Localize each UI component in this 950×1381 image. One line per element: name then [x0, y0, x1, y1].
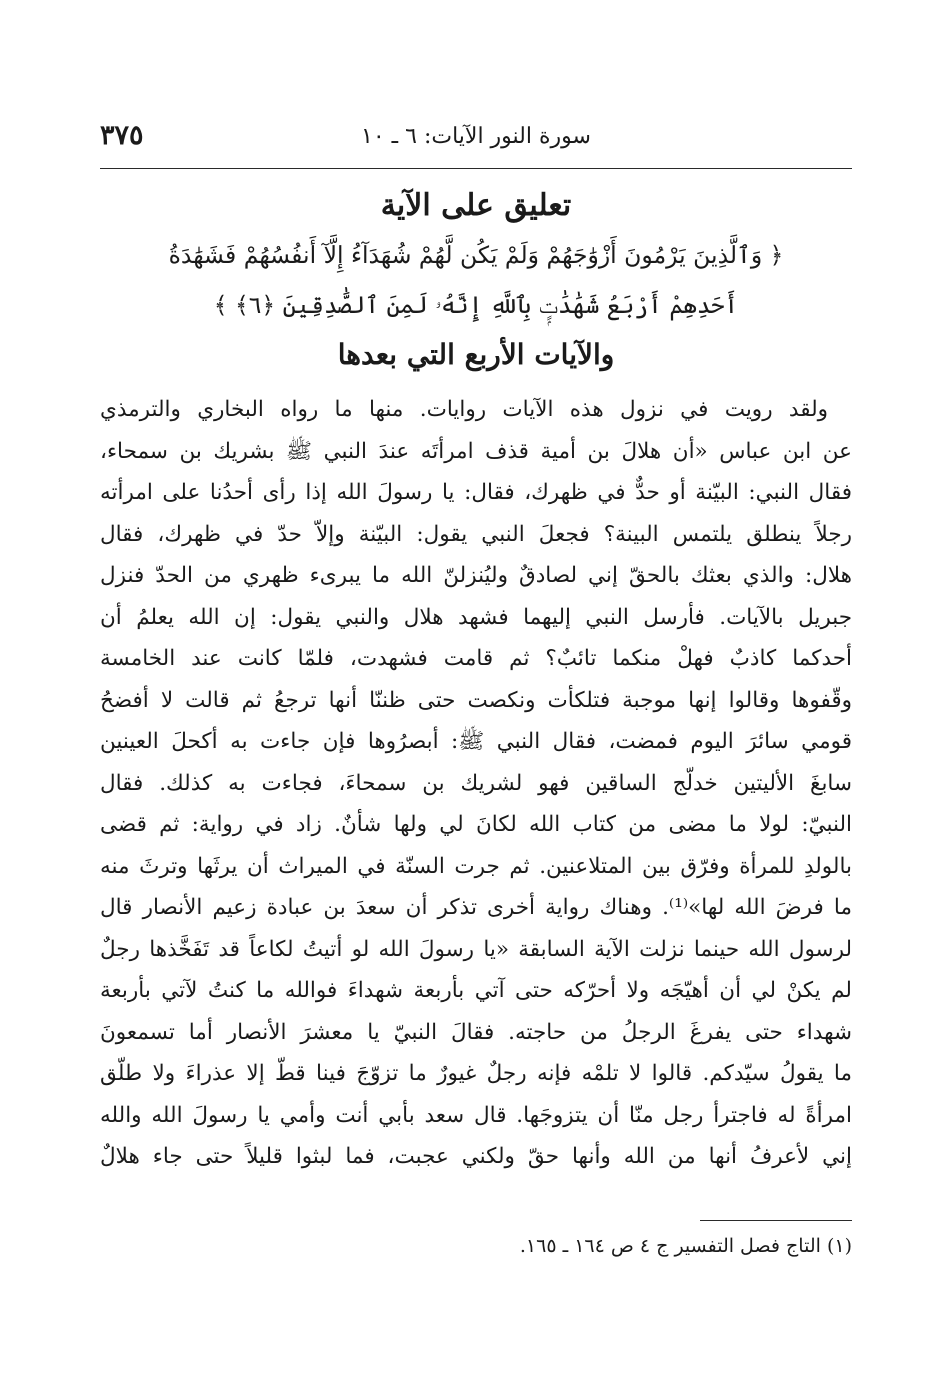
section-title: تعليق على الآية	[380, 188, 572, 223]
page-number: ٣٧٥	[100, 120, 144, 151]
text-line: قومي سائرَ اليوم فمضت، فقال النبي ﷺ: أبصرُوها فإن جاءت به أكحلَ العينين	[100, 729, 852, 754]
text-line: فقال النبي: البيّنة أو حدٌّ في ظهرك، فقال: يا رسولَ الله إذا رأى أحدُنا على امرأته	[100, 480, 852, 505]
section-subtitle: والآيات الأربع التي بعدها	[337, 338, 615, 371]
text-line: النبيّ: لولا ما مضى من كتاب الله لكانَ لي ولها شأنٌ. زاد في رواية: ثم قضى	[100, 812, 852, 837]
verse-line: ﴿ وَٱلَّذِينَ يَرْمُونَ أَزْوَٰجَهُمْ وَلَمْ يَكُن لَّهُمْ شُهَدَآءُ إِلَّآ أَنفُسُهُمْ فَشَهَٰدَةُ	[168, 241, 784, 269]
text-line: إني لأعرفُ أنها من الله وأنها حقّ ولكني عجبت، فما لبثوا قليلاً حتى جاء هلالٌ	[100, 1144, 852, 1169]
text-line: سابغَ الأليتين خدلّج الساقين فهو لشريك بن سمحاءَ، فجاءت به كذلك. فقال	[100, 770, 852, 796]
running-head: سورة النور الآيات: ٦ ـ ١٠	[361, 124, 591, 149]
text-line: ما فرضَ الله لها»⁽¹⁾. وهناك رواية أخرى تذكر أن سعدَ بن عبادة زعيم الأنصار قال	[100, 895, 852, 920]
text-line: هلال: والذي بعثك بالحقّ إني لصادقٌ وليُنزلنّ الله ما يبرىء ظهري من الحدّ فنزل	[100, 563, 852, 588]
footnote: (١) التاج فصل التفسير ج ٤ ص ١٦٤ ـ ١٦٥.	[519, 1235, 852, 1257]
text-line: امرأةً له فاجترأ رجل منّا أن يتزوجَها. قال سعد بأبي أنت وأمي يا رسولَ الله والله	[100, 1102, 852, 1128]
text-line: ما يقولُ سيّدكم. قالوا لا تلمْه فإنه رجلٌ غيورٌ ما تزوّجَ فينا قطّ إلا عذراءَ ولا طلّق	[100, 1061, 852, 1086]
text-line: شهداء حتى يفرغَ الرجلُ من حاجته. فقالَ النبيّ يا معشرَ الأنصار أما تسمعونَ	[100, 1019, 852, 1045]
header-rule	[100, 168, 852, 169]
text-line: لرسول الله حينما نزلت الآية السابقة «يا رسولَ الله لو أتيتُ لكاعاً قد تَفَخَّذها رجلٌ	[100, 936, 852, 962]
text-line: أحدكما كاذبٌ فهلْ منكما تائبٌ؟ ثم قامت فشهدت، فلمّا كانت عند الخامسة	[100, 646, 852, 671]
verse-line: أَحَدِهِمْ أَرْبَعُ شَهَٰدَٰتٍۭ بِٱللَّهِ إِنَّهُۥ لَمِنَ ٱلصَّٰدِقِينَ ﴿٦﴾ ﴾	[213, 291, 739, 319]
page-header	[100, 118, 852, 158]
text-line: جبريل بالآيات. فأرسل النبي إليهما فشهد هلال والنبي يقول: إن الله يعلمُ أن	[100, 604, 852, 630]
body-text	[100, 389, 852, 1178]
footnote-rule	[700, 1220, 852, 1221]
text-line: وقّفوها وقالوا إنها موجبة فتلكأت ونكصت حتى ظننّا أنها ترجعُ ثم قالت لا أفضحُ	[100, 687, 852, 713]
text-line: ولقد رويت في نزول هذه الآيات روايات. منها ما رواه البخاري والترمذي	[100, 397, 828, 422]
text-line: رجلاً ينطلق يلتمس البينة؟ فجعلَ النبي يقول: البيّنة وإلاّ حدّ في ظهرك، فقال	[100, 521, 852, 547]
text-line: لم يكنْ لي أن أهيّجَه ولا أحرّكه حتى آتي بأربعة شهداءَ فوالله ما كنتُ لآتي بأربعة	[100, 978, 852, 1003]
quran-verse	[100, 230, 852, 330]
text-line: بالولدِ للمرأة وفرّق بين المتلاعنين. ثم جرت السنّة في الميراث أن يرثَها وترثَ منه	[100, 853, 852, 879]
text-line: عن ابن عباس «أن هلالَ بن أمية قذف امرأتَه عندَ النبي ﷺ بشريك بن سمحاء،	[100, 438, 852, 464]
